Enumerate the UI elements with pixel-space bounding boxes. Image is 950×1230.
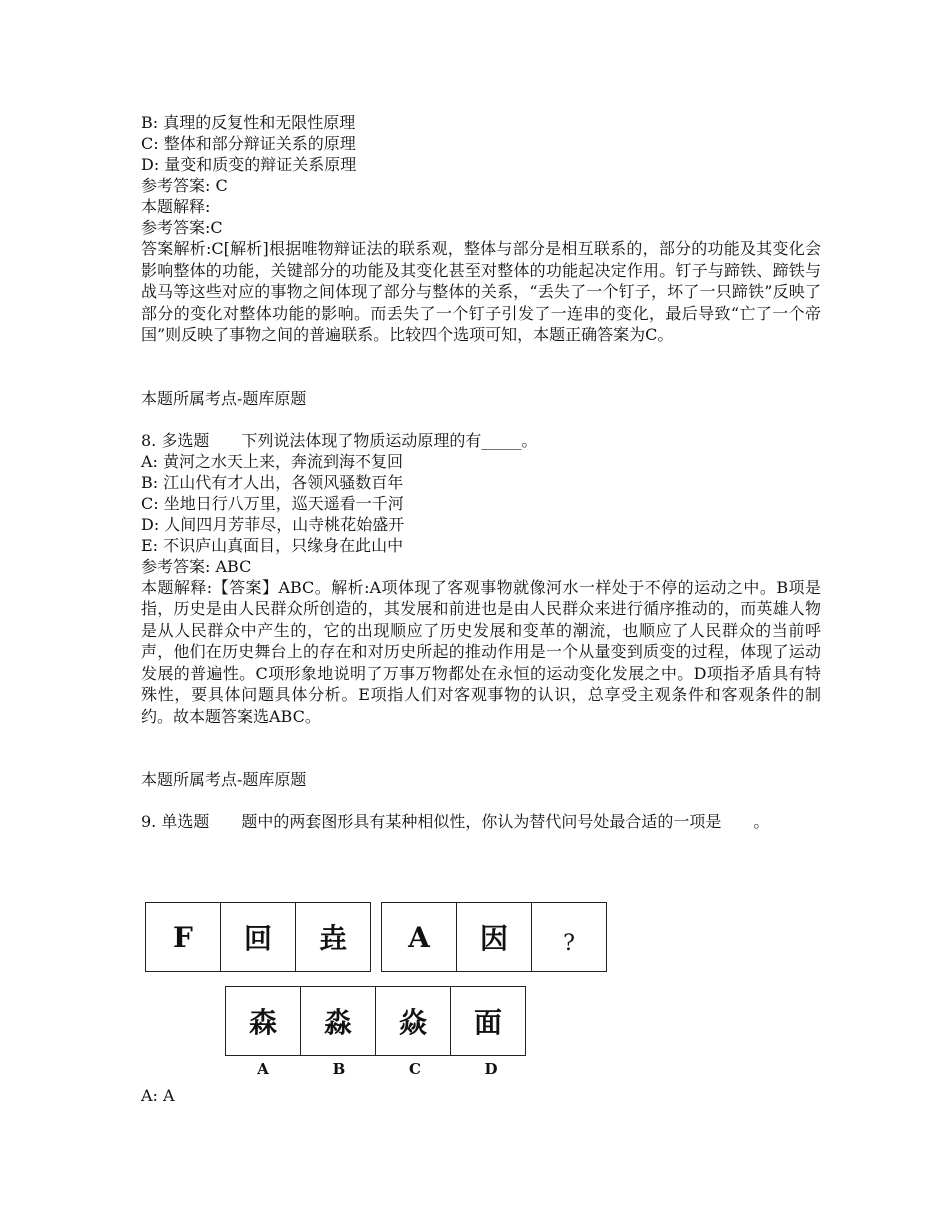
q7-explanation-label: 本题解释:	[141, 197, 211, 216]
figure-label-c: C	[409, 1060, 421, 1078]
figure-cell: 回	[221, 903, 296, 971]
q9-option-a: A: A	[141, 1086, 175, 1105]
q8-reference-answer: 参考答案: ABC	[141, 556, 252, 576]
figure-group-1	[145, 902, 371, 972]
figure-label-d: D	[484, 1060, 498, 1078]
figure-cell: A	[382, 903, 457, 971]
q7-reference-answer-2: 参考答案:C	[141, 218, 223, 237]
spacer	[141, 727, 821, 769]
q7-option-c: C: 整体和部分辩证关系的原理	[141, 134, 356, 153]
figure-label-b: B	[332, 1060, 346, 1078]
q7-explanation: 答案解析:C[解析]根据唯物辩证法的联系观，整体与部分是相互联系的，部分的功能及其变化会影响整体的功能，关键部分的功能及其变化甚至对整体的功能起决定作用。钉子与蹄铁、蹄铁与战马等这些对应的事物之间体现了部分与整体的关系，“丢失了一个钉子，坏了一只蹄铁”反映了部分的变化对整体功能的影响。而丢失了一个钉子引发了一连串的变化，最后导致“亡了一个帝国”则反映了事物之间的普遍联系。比较四个选项可知，本题正确答案为C。	[141, 239, 821, 344]
figure-option-labels	[225, 1060, 529, 1078]
q9-figure-options	[225, 986, 526, 1056]
q8-header: 8. 多选题 下列说法体现了物质运动原理的有_____。	[141, 430, 538, 450]
figure-option-d: 面	[473, 1006, 502, 1039]
figure-option-c: 焱	[376, 987, 451, 1055]
figure-cell: 垚	[318, 922, 347, 955]
q9-header: 9. 单选题 题中的两套图形具有某种相似性，你认为替代问号处最合适的一项是 。	[141, 812, 770, 831]
q9-figure-question	[145, 902, 607, 972]
document-body	[141, 112, 821, 833]
figure-option-b: 淼	[301, 987, 376, 1055]
spacer	[141, 790, 821, 811]
figure-option-a: 森	[226, 987, 301, 1055]
q8-option-e: E: 不识庐山真面目，只缘身在此山中	[141, 535, 404, 555]
q7-option-b: B: 真理的反复性和无限性原理	[141, 113, 356, 132]
q7-topic: 本题所属考点-题库原题	[141, 388, 307, 408]
figure-group-2	[381, 902, 607, 972]
q8-option-a: A: 黄河之水天上来，奔流到海不复回	[141, 451, 404, 471]
q8-option-d: D: 人间四月芳菲尽，山寺桃花始盛开	[141, 514, 405, 534]
figure-cell: F	[146, 903, 221, 971]
q8-option-c: C: 坐地日行八万里，巡天遥看一千河	[141, 493, 404, 513]
spacer	[141, 409, 821, 430]
q8-explanation: 本题解释:【答案】ABC。解析:A项体现了客观事物就像河水一样处于不停的运动之中。B项是指，历史是由人民群众所创造的，其发展和前进也是由人民群众来进行循序推动的，而英雄人物是从人民群众中产生的，它的出现顺应了历史发展和变革的潮流，也顺应了人民群众的当前呼声，他们在历史舞台上的存在和对历史所起的推动作用是一个从量变到质变的过程，体现了运动发展的普遍性。C项形象地说明了万事万物都处在永恒的运动变化发展之中。D项指矛盾具有特殊性，要具体问题具体分析。E项指人们对客观事物的认识，总享受主观条件和客观条件的制约。故本题答案选ABC。	[141, 577, 821, 726]
question-mark-cell: ?	[563, 930, 575, 956]
q8-option-b: B: 江山代有才人出，各领风骚数百年	[141, 472, 404, 492]
q7-reference-answer: 参考答案: C	[141, 176, 228, 195]
q7-option-d: D: 量变和质变的辩证关系原理	[141, 155, 357, 174]
q8-topic: 本题所属考点-题库原题	[141, 770, 307, 789]
spacer	[141, 346, 821, 388]
figure-options-group	[225, 986, 526, 1056]
figure-cell: 因	[457, 903, 532, 971]
figure-label-a: A	[257, 1060, 269, 1078]
